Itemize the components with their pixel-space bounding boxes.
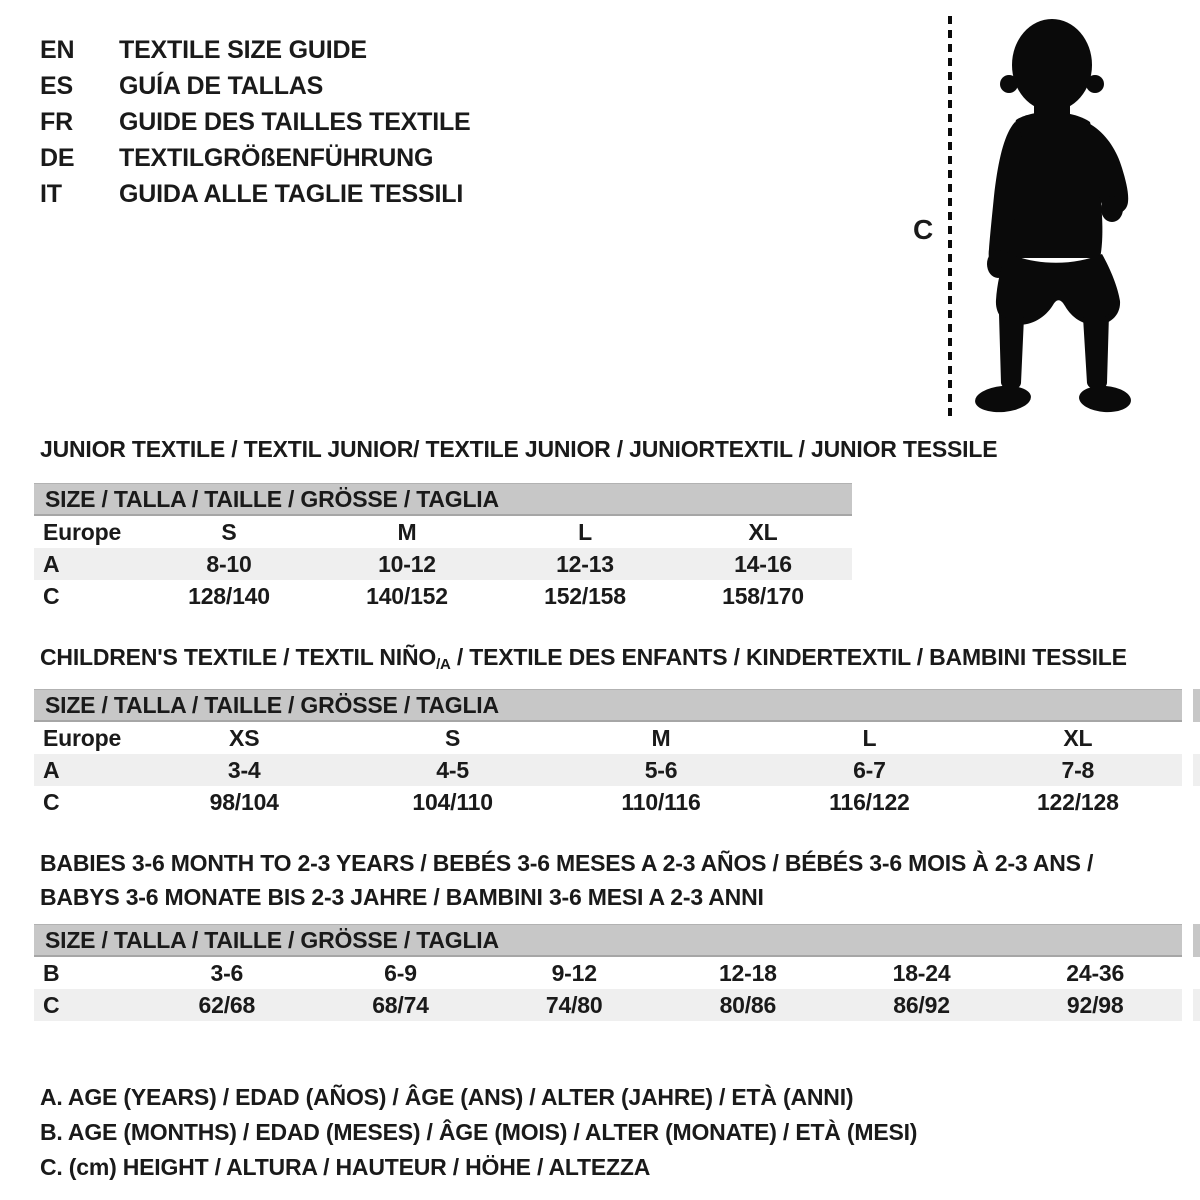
size-cell: 10-12 (378, 550, 436, 577)
size-cell: 104/110 (412, 788, 493, 815)
size-cell: 92/98 (1066, 991, 1124, 1018)
size-cell: 152/158 (544, 582, 626, 609)
language-code: FR (40, 108, 73, 136)
size-cell: 68/74 (372, 991, 429, 1018)
size-cell: 6-7 (853, 756, 886, 783)
size-cell: M (397, 518, 417, 545)
row-label: Europe (43, 724, 122, 751)
language-row (40, 104, 471, 140)
size-cell: M (651, 724, 671, 751)
guide-title: GUÍA DE TALLAS (119, 72, 324, 100)
legend-line-a: A. AGE (YEARS) / EDAD (AÑOS) / ÂGE (ANS) / ALTER (JAHRE) / ETÀ (ANNI) (40, 1084, 854, 1110)
table-crop-sliver (1193, 989, 1200, 1021)
language-row (40, 32, 471, 68)
size-cell: 128/140 (188, 582, 270, 609)
size-cell: 5-6 (644, 756, 678, 783)
guide-title: GUIDA ALLE TAGLIE TESSILI (119, 180, 464, 208)
legend (40, 1080, 917, 1185)
title-line: BABYS 3-6 MONATE BIS 2-3 JAHRE / BAMBINI 3-6 MESI A 2-3 ANNI (40, 884, 764, 910)
table-row (34, 548, 852, 580)
size-cell: 158/170 (722, 582, 804, 609)
junior-section-title: JUNIOR TEXTILE / TEXTIL JUNIOR/ TEXTILE JUNIOR / JUNIORTEXTIL / JUNIOR TESSILE (40, 436, 998, 462)
babies-size-table (34, 924, 1182, 1021)
table-crop-sliver (1193, 924, 1200, 957)
size-cell: XL (1063, 724, 1093, 751)
language-row (40, 176, 471, 212)
row-label: B (43, 959, 60, 986)
babies-section-title (40, 846, 1140, 914)
size-cell: 110/116 (621, 788, 701, 815)
size-cell: 12-13 (556, 550, 614, 577)
size-cell: 6-9 (384, 959, 417, 986)
row-label: C (43, 582, 60, 609)
size-cell: 14-16 (734, 550, 792, 577)
row-label: A (43, 550, 60, 577)
size-header-bar: SIZE / TALLA / TAILLE / GRÖSSE / TAGLIA (34, 689, 1182, 722)
children-section-title (40, 640, 1127, 682)
size-cell: 4-5 (436, 756, 469, 783)
title-line: BABIES 3-6 MONTH TO 2-3 YEARS / BEBÉS 3-6 MESES A 2-3 AÑOS / BÉBÉS 3-6 MOIS À 2-3 ANS / (40, 850, 1094, 876)
size-cell: S (445, 724, 461, 751)
size-cell: 18-24 (892, 959, 951, 986)
children-size-table (34, 689, 1182, 818)
size-cell: 80/86 (719, 991, 777, 1018)
size-cell: XL (748, 518, 778, 545)
legend-line-c: C. (cm) HEIGHT / ALTURA / HAUTEUR / HÖHE / ALTEZZA (40, 1154, 651, 1180)
size-cell: 122/128 (1036, 788, 1119, 815)
size-cell: 116/122 (829, 788, 910, 815)
height-measure-dotted-line (948, 16, 952, 418)
guide-title: GUIDE DES TAILLES TEXTILE (119, 108, 471, 136)
guide-title: TEXTILGRÖßENFÜHRUNG (119, 144, 434, 172)
language-row (40, 68, 471, 104)
height-measure-label: C (913, 214, 934, 245)
size-cell: 9-12 (551, 959, 597, 986)
language-code: IT (40, 180, 62, 208)
junior-size-table (34, 483, 852, 612)
table-row (34, 786, 1182, 818)
language-title-block (40, 32, 471, 212)
row-label: C (43, 991, 60, 1018)
table-row (34, 957, 1182, 989)
babies-table-rows (34, 957, 1182, 1021)
size-cell: L (578, 518, 592, 545)
size-cell: S (221, 518, 237, 545)
children-table-rows (34, 722, 1182, 818)
table-row (34, 516, 852, 548)
size-cell: 3-6 (210, 959, 244, 986)
title-text: CHILDREN'S TEXTILE / TEXTIL NIÑO (40, 644, 437, 670)
size-cell: 8-10 (206, 550, 252, 577)
size-cell: L (862, 724, 877, 751)
row-label: A (43, 756, 60, 783)
size-cell: 140/152 (366, 582, 448, 609)
table-row (34, 754, 1182, 786)
title-subscript: /A (436, 656, 451, 673)
toddler-silhouette-icon (962, 16, 1144, 418)
table-crop-sliver (1193, 689, 1200, 722)
size-header-bar: SIZE / TALLA / TAILLE / GRÖSSE / TAGLIA (34, 483, 852, 516)
size-header-bar: SIZE / TALLA / TAILLE / GRÖSSE / TAGLIA (34, 924, 1182, 957)
language-code: ES (40, 72, 73, 100)
language-code: DE (40, 144, 75, 172)
size-cell: 98/104 (209, 788, 279, 815)
legend-line-b: B. AGE (MONTHS) / EDAD (MESES) / ÂGE (MOIS) / ALTER (MONATE) / ETÀ (MESI) (40, 1119, 918, 1145)
size-cell: 12-18 (718, 959, 777, 986)
language-code: EN (40, 36, 75, 64)
table-row (34, 580, 852, 612)
size-cell: 3-4 (227, 756, 261, 783)
row-label: Europe (43, 518, 122, 545)
size-cell: 74/80 (545, 991, 603, 1018)
size-cell: 62/68 (198, 991, 256, 1018)
table-row (34, 722, 1182, 754)
language-row (40, 140, 471, 176)
table-row (34, 989, 1182, 1021)
junior-table-rows (34, 516, 852, 612)
size-cell: 24-36 (1066, 959, 1125, 986)
size-cell: XS (229, 724, 260, 751)
guide-title: TEXTILE SIZE GUIDE (119, 36, 367, 64)
table-crop-sliver (1193, 754, 1200, 786)
row-label: C (43, 788, 60, 815)
size-cell: 7-8 (1061, 756, 1095, 783)
title-text: / TEXTILE DES ENFANTS / KINDERTEXTIL / BAMBINI TESSILE (450, 644, 1127, 670)
size-cell: 86/92 (893, 991, 950, 1018)
